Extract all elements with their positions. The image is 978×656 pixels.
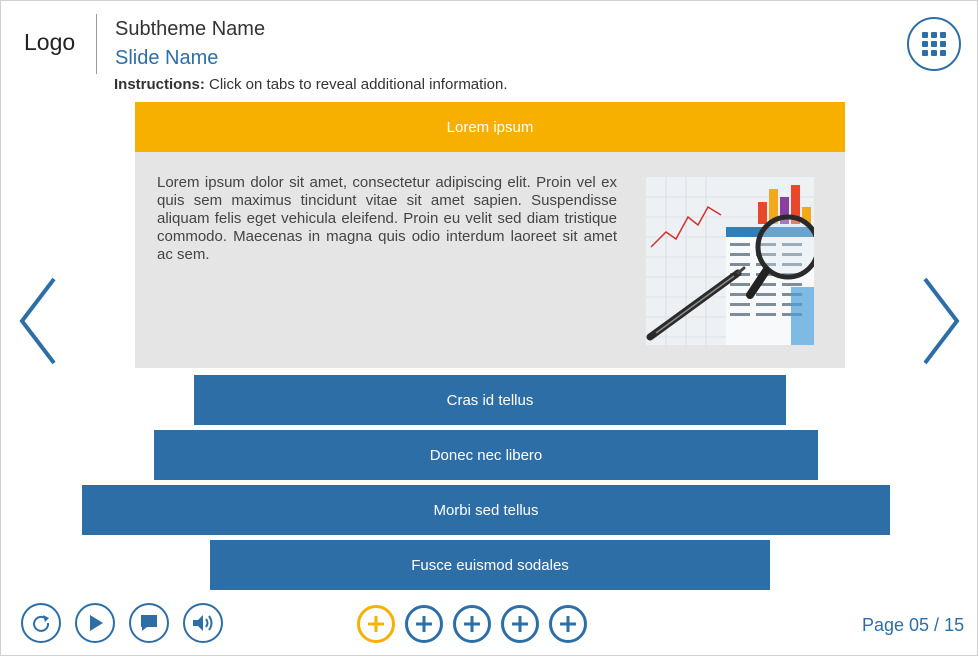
- previous-slide-button[interactable]: [16, 276, 60, 371]
- replay-icon: [30, 612, 52, 634]
- play-icon: [84, 612, 106, 634]
- tab-cras-id-tellus[interactable]: Cras id tellus: [194, 375, 786, 425]
- tab-donec-nec-libero[interactable]: Donec nec libero: [154, 430, 818, 480]
- menu-button[interactable]: [907, 17, 961, 71]
- tab-content-text: Lorem ipsum dolor sit amet, consectetur adipiscing elit. Proin vel ex quis sem maximus tincidunt vitae sit amet sapien. Suspendisse aliquam felis eget vehicula eleifend. Proin eu velit sed diam tristique commodo. Maecenas in magna quis odio interdum laoreet sit amet ac sem.: [157, 174, 617, 263]
- plus-icon: [415, 615, 433, 633]
- subtheme-title: Subtheme Name: [115, 18, 266, 40]
- chevron-left-icon: [16, 276, 60, 366]
- volume-icon: [191, 612, 215, 634]
- instructions-text: Click on tabs to reveal additional information.: [204, 76, 508, 93]
- page-dot-1[interactable]: [357, 605, 395, 643]
- comments-button[interactable]: [129, 603, 169, 643]
- finance-image: [646, 177, 814, 345]
- replay-button[interactable]: [21, 603, 61, 643]
- tab-lorem-ipsum[interactable]: Lorem ipsum: [135, 102, 845, 152]
- page-dot-4[interactable]: [501, 605, 539, 643]
- slide-title: Slide Name: [115, 47, 219, 69]
- page-indicator: Page 05 / 15: [862, 615, 965, 635]
- chevron-right-icon: [919, 276, 963, 366]
- instructions-label: Instructions:: [114, 76, 205, 93]
- comment-icon: [138, 612, 160, 634]
- plus-icon: [463, 615, 481, 633]
- tab-morbi-sed-tellus[interactable]: Morbi sed tellus: [82, 485, 890, 535]
- volume-button[interactable]: [183, 603, 223, 643]
- plus-icon: [511, 615, 529, 633]
- logo: Logo: [24, 29, 76, 55]
- play-button[interactable]: [75, 603, 115, 643]
- next-slide-button[interactable]: [919, 276, 963, 371]
- tab-content-panel: [135, 152, 845, 368]
- page-dot-3[interactable]: [453, 605, 491, 643]
- tab-fusce-euismod-sodales[interactable]: Fusce euismod sodales: [210, 540, 770, 590]
- page-dot-2[interactable]: [405, 605, 443, 643]
- instructions: [114, 76, 508, 93]
- page-dot-5[interactable]: [549, 605, 587, 643]
- plus-icon: [367, 615, 385, 633]
- plus-icon: [559, 615, 577, 633]
- header-divider: [96, 14, 97, 74]
- grid-icon: [922, 32, 946, 56]
